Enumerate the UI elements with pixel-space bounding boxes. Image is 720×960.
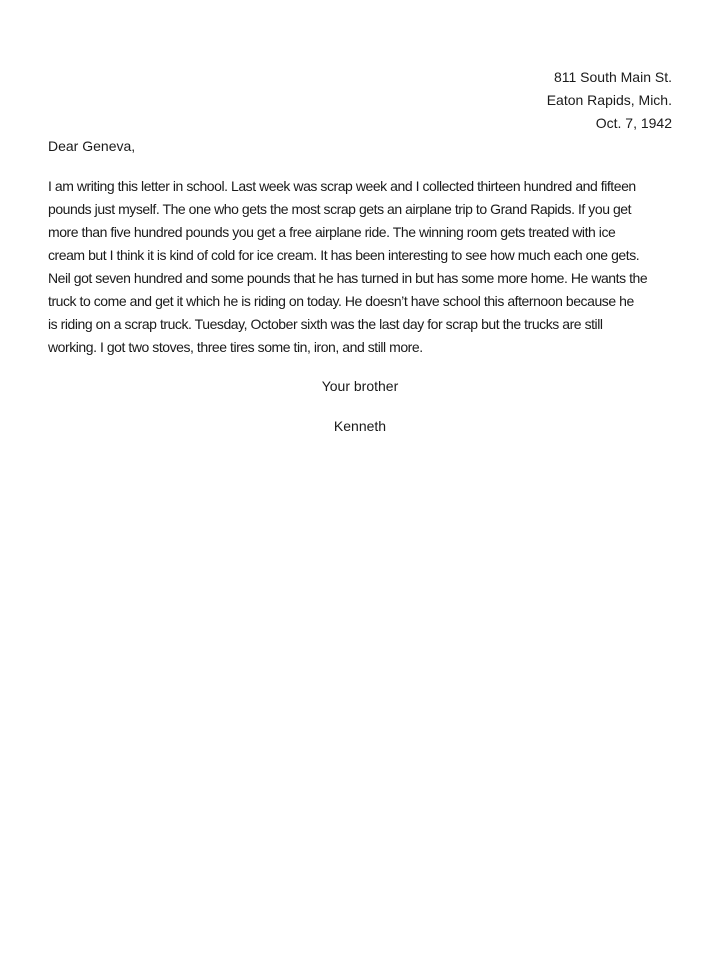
signature: Kenneth [333,418,387,434]
body-line: Neil got seven hundred and some pounds that he has turned in but has some more home. He wants the [48,270,648,286]
body-line: working. I got two stoves, three tires some tin, iron, and still more. [48,339,423,355]
body-line: truck to come and get it which he is riding on today. He doesn’t have school this afternoon because he [48,293,634,309]
salutation: Dear Geneva, [48,138,136,154]
body-line: pounds just myself. The one who gets the most scrap gets an airplane trip to Grand Rapids. If you get [48,201,632,217]
sender-address [547,66,672,135]
body-line: I am writing this letter in school. Last week was scrap week and I collected thirteen hundred and fifteen [48,178,636,194]
body-line: more than five hundred pounds you get a free airplane ride. The winning room gets treated with ice [48,224,616,240]
address-city: Eaton Rapids, Mich. [546,92,672,108]
body-line: cream but I think it is kind of cold for ice cream. It has been interesting to see how much each one gets. [48,247,640,263]
address-street: 811 South Main St. [553,69,672,85]
closing: Your brother [321,378,399,394]
body-line: is riding on a scrap truck. Tuesday, October sixth was the last day for scrap but the trucks are still [48,316,603,332]
letter-body [48,175,672,359]
letter-date: Oct. 7, 1942 [595,115,672,131]
